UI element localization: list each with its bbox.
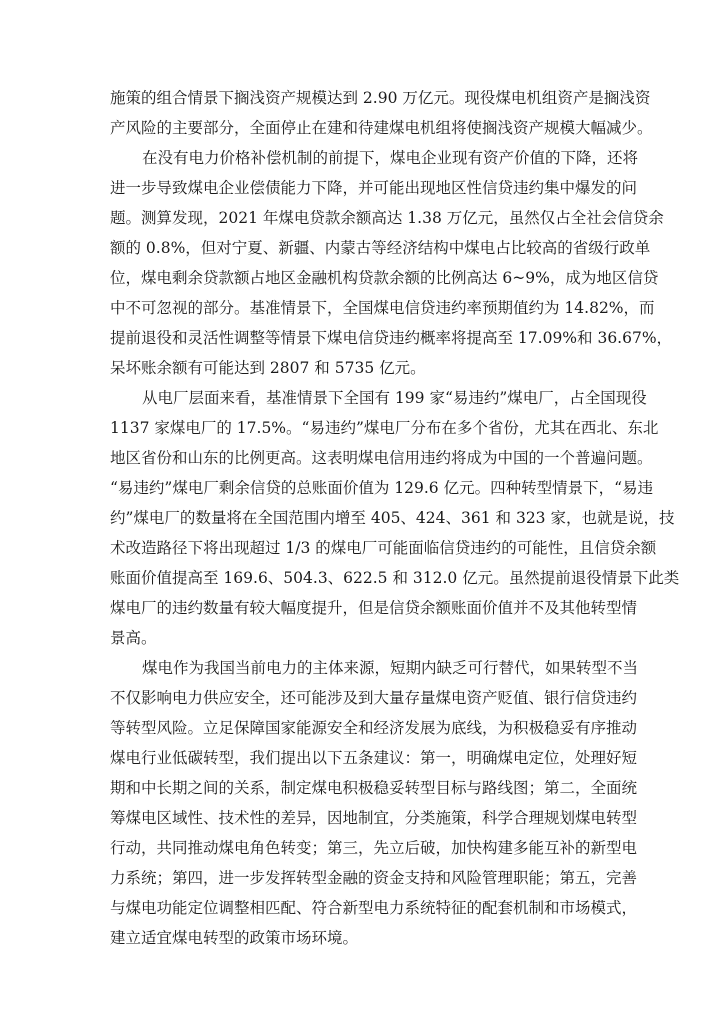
text-line: 提前退役和灵活性调整等情景下煤电信贷违约概率将提高至 17.09%和 36.67%， [110,329,673,347]
text-line: 建立适宜煤电转型的政策市场环境。 [110,929,359,947]
text-line: 煤电作为我国当前电力的主体来源，短期内缺乏可行替代，如果转型不当 [142,659,639,677]
text-line: 位，煤电剩余贷款额占地区金融机构贷款余额的比例高达 6~9%，成为地区信贷 [110,269,659,287]
text-line: 产风险的主要部分，全面停止在建和待建煤电机组将使搁浅资产规模大幅减少。 [110,119,653,137]
text-line: 等转型风险。立足保障国家能源安全和经济发展为底线，为积极稳妥有序推动 [110,719,638,737]
text-line: 力系统；第四，进一步发挥转型金融的资金支持和风险管理职能；第五，完善 [110,869,638,887]
text-line: 题。测算发现，2021 年煤电贷款余额高达 1.38 万亿元，虽然仅占全社会信贷余 [110,209,664,227]
text-line: 煤电行业低碳转型，我们提出以下五条建议：第一，明确煤电定位，处理好短 [110,749,638,767]
text-line: 术改造路径下将出现超过 1/3 的煤电厂可能面临信贷违约的可能性，且信贷余额 [110,539,657,557]
text-line: 1137 家煤电厂的 17.5%。“易违约”煤电厂分布在多个省份，尤其在西北、东北 [110,419,659,437]
text-line: 筹煤电区域性、技术性的差异，因地制宜，分类施策，科学合理规划煤电转型 [110,809,638,827]
text-line: 额的 0.8%，但对宁夏、新疆、内蒙古等经济结构中煤电占比较高的省级行政单 [110,239,651,257]
text-line: 施策的组合情景下搁浅资产规模达到 2.90 万亿元。现役煤电机组资产是搁浅资 [110,89,651,107]
text-line: 行动，共同推动煤电角色转变；第三，先立后破，加快构建多能互补的新型电 [110,839,638,857]
text-line: 在没有电力价格补偿机制的前提下，煤电企业现有资产价值的下降，还将 [142,149,639,167]
text-line: 呆坏账余额有可能达到 2807 和 5735 亿元。 [110,359,426,377]
text-line: 约”煤电厂的数量将在全国范围内增至 405、424、361 和 323 家，也就是说，技 [110,509,675,527]
text-line: 地区省份和山东的比例更高。这表明煤电信用违约将成为中国的一个普遍问题。 [110,449,653,467]
text-line: 景高。 [110,629,157,647]
text-line: 进一步导致煤电企业偿债能力下降，并可能出现地区性信贷违约集中爆发的问 [110,179,638,197]
text-line: “易违约”煤电厂剩余信贷的总账面价值为 129.6 亿元。四种转型情景下，“易违 [110,479,654,497]
text-line: 不仅影响电力供应安全，还可能涉及到大量存量煤电资产贬值、银行信贷违约 [110,689,638,707]
text-line: 中不可忽视的部分。基准情景下，全国煤电信贷违约率预期值约为 14.82%，而 [110,299,655,317]
text-line: 账面价值提高至 169.6、504.3、622.5 和 312.0 亿元。虽然提前退役情景下此类 [110,569,680,587]
text-line: 煤电厂的违约数量有较大幅度提升，但是信贷余额账面价值并不及其他转型情 [110,599,638,617]
text-line: 期和中长期之间的关系，制定煤电积极稳妥转型目标与路线图；第二，全面统 [110,779,638,797]
text-line: 从电厂层面来看，基准情景下全国有 199 家“易违约”煤电厂，占全国现役 [142,389,647,407]
text-line: 与煤电功能定位调整相匹配、符合新型电力系统特征的配套机制和市场模式， [110,899,638,917]
